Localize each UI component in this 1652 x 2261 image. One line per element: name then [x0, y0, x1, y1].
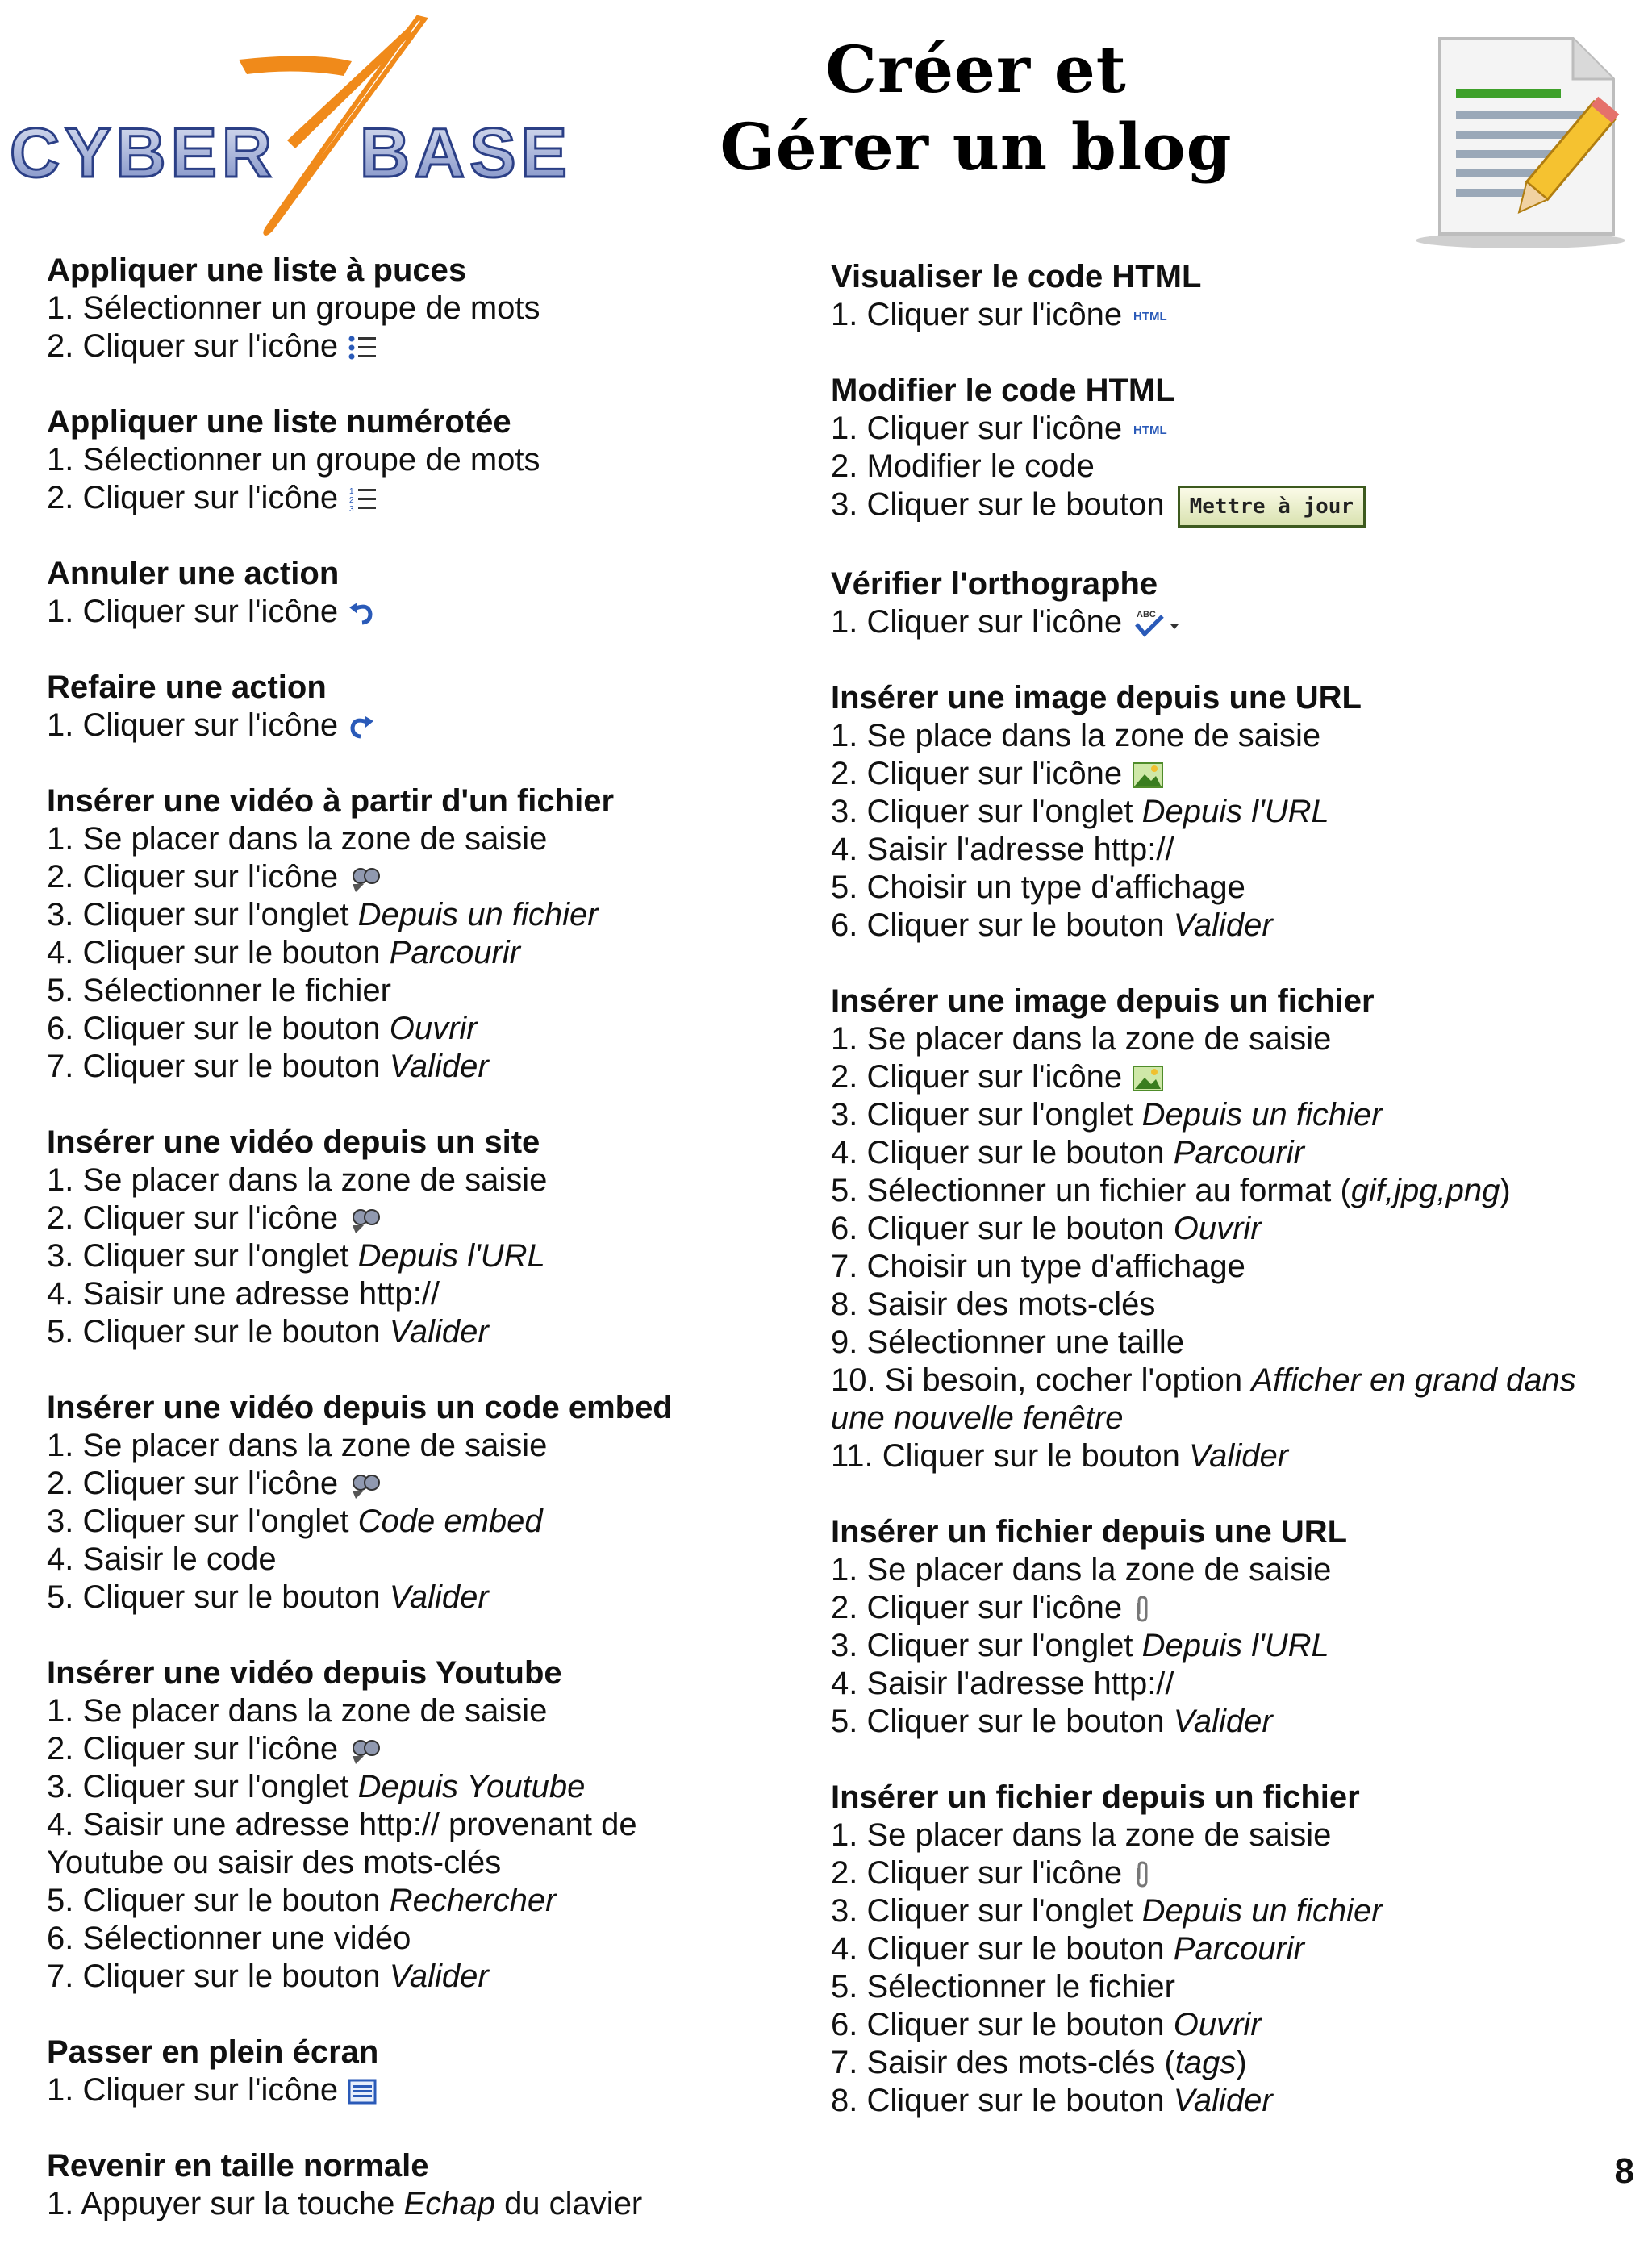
svg-text:HTML: HTML [1133, 310, 1167, 324]
step: 2. Modifier le code [831, 448, 1095, 484]
step: 3. Cliquer sur l'onglet Depuis l'URL [831, 1628, 1329, 1663]
step: 6. Cliquer sur le bouton Ouvrir [831, 1211, 1262, 1246]
step: 4. Saisir l'adresse http:// [831, 832, 1174, 867]
section-image-file [831, 982, 1629, 1475]
step: 5. Cliquer sur le bouton Rechercher [47, 1883, 557, 1918]
step: 10. Si besoin, cocher l'option Afficher en grand dans [831, 1362, 1576, 1398]
step: 1. Cliquer sur l'icône ABC [831, 603, 1629, 641]
video-camera-icon [348, 865, 383, 892]
step: 1. Se placer dans la zone de saisie [47, 1428, 548, 1463]
step: 2. Cliquer sur l'icône [831, 1058, 1629, 1096]
step: une nouvelle fenêtre [831, 1400, 1124, 1436]
numbered-list-icon [348, 486, 377, 513]
section-title: Insérer une vidéo depuis un code embed [47, 1390, 673, 1425]
section-image-url [831, 679, 1629, 945]
step: 6. Cliquer sur le bouton Ouvrir [831, 2007, 1262, 2042]
section-title: Revenir en taille normale [47, 2148, 429, 2184]
step: 4. Cliquer sur le bouton Parcourir [831, 1135, 1304, 1170]
step: 2. Cliquer sur l'icône [47, 1730, 797, 1768]
section-video-file [47, 782, 797, 1086]
cyber-base-logo [5, 11, 611, 239]
step: 8. Saisir des mots-clés [831, 1287, 1156, 1322]
step: 5. Cliquer sur le bouton Valider [831, 1704, 1273, 1739]
svg-text:HTML: HTML [1133, 423, 1167, 438]
step: 2. Cliquer sur l'icône [47, 858, 797, 896]
step: 6. Sélectionner une vidéo [47, 1921, 411, 1956]
html-icon [1132, 307, 1174, 326]
step: 3. Cliquer sur l'onglet Depuis Youtube [47, 1769, 586, 1804]
step: 7. Cliquer sur le bouton Valider [47, 1959, 489, 1994]
undo-icon [348, 601, 375, 625]
step: 2. Cliquer sur l'icône [831, 1854, 1629, 1892]
section-title: Appliquer une liste à puces [47, 252, 467, 288]
section-bullet-list [47, 252, 797, 365]
svg-text:CYBER: CYBER [10, 115, 277, 192]
section-title: Insérer une image depuis une URL [831, 680, 1362, 715]
step: 1. Cliquer sur l'icône HTML [831, 296, 1629, 334]
step: 2. Cliquer sur l'icône 1 2 3 [47, 479, 797, 517]
step: 1. Se placer dans la zone de saisie [831, 1021, 1332, 1057]
fullscreen-icon [348, 2079, 377, 2105]
svg-text:1: 1 [349, 487, 354, 497]
video-camera-icon [348, 1206, 383, 1233]
section-video-youtube [47, 1654, 797, 1996]
step: 5. Sélectionner le fichier [831, 1969, 1175, 2004]
video-camera-icon [348, 1471, 383, 1499]
step: 2. Cliquer sur l'icône [831, 755, 1629, 793]
step: 3. Cliquer sur l'onglet Depuis l'URL [831, 794, 1329, 829]
paperclip-icon [1132, 1595, 1153, 1624]
section-video-embed [47, 1389, 797, 1616]
section-view-html [831, 258, 1629, 334]
section-title: Vérifier l'orthographe [831, 566, 1158, 602]
section-file-url [831, 1513, 1629, 1741]
step: 1. Se placer dans la zone de saisie [831, 1817, 1332, 1853]
redo-icon [348, 715, 375, 739]
step: 2. Cliquer sur l'icône [47, 1465, 797, 1503]
paperclip-icon [1132, 1860, 1153, 1889]
section-title: Modifier le code HTML [831, 373, 1175, 408]
section-title: Insérer une image depuis un fichier [831, 983, 1375, 1019]
step: 2. Cliquer sur l'icône [47, 327, 797, 365]
step: 1. Cliquer sur l'icône [47, 2071, 797, 2109]
page-title: Créer et Gérer un blog [720, 31, 1233, 185]
section-numbered-list [47, 403, 797, 517]
image-icon [1132, 1065, 1164, 1092]
step: 4. Saisir une adresse http:// [47, 1276, 440, 1312]
svg-text:2: 2 [349, 496, 354, 506]
step: 3. Cliquer sur l'onglet Depuis l'URL [47, 1238, 545, 1274]
step: 1. Appuyer sur la touche Echap du clavier [47, 2186, 643, 2221]
section-video-site [47, 1124, 797, 1351]
html-icon [1132, 420, 1174, 440]
step: 11. Cliquer sur le bouton Valider [831, 1438, 1289, 1474]
step: 6. Cliquer sur le bouton Valider [831, 907, 1273, 943]
section-title: Insérer une vidéo à partir d'un fichier [47, 783, 615, 819]
right-column [831, 258, 1629, 2158]
section-undo [47, 555, 797, 631]
svg-text:ABC: ABC [1137, 610, 1156, 620]
step: 4. Saisir une adresse http:// provenant de [47, 1807, 637, 1842]
step: 6. Cliquer sur le bouton Ouvrir [47, 1011, 478, 1046]
section-title: Appliquer une liste numérotée [47, 404, 511, 440]
svg-text:3: 3 [349, 505, 354, 514]
step: 1. Cliquer sur l'icône [47, 593, 797, 631]
image-icon [1132, 761, 1164, 789]
step: 2. Cliquer sur l'icône [47, 1199, 797, 1237]
step: 5. Cliquer sur le bouton Valider [47, 1314, 489, 1350]
step: 3. Cliquer sur l'onglet Depuis un fichier [47, 897, 599, 932]
section-title: Insérer un fichier depuis un fichier [831, 1779, 1360, 1815]
svg-text:BASE: BASE [360, 115, 572, 192]
step: 1. Cliquer sur l'icône [47, 707, 797, 745]
step: 1. Cliquer sur l'icône HTML [831, 410, 1629, 448]
step: 5. Sélectionner le fichier [47, 973, 391, 1008]
step: 4. Cliquer sur le bouton Parcourir [47, 935, 520, 970]
step: 1. Se place dans la zone de saisie [831, 718, 1321, 753]
section-title: Visualiser le code HTML [831, 259, 1202, 294]
section-spellcheck [831, 565, 1629, 641]
spellcheck-icon [1132, 608, 1180, 639]
step: 3. Cliquer sur le bouton Mettre à jour [831, 486, 1629, 528]
step: 3. Cliquer sur l'onglet Code embed [47, 1504, 543, 1539]
section-title: Refaire une action [47, 670, 327, 705]
section-redo [47, 669, 797, 745]
step: 3. Cliquer sur l'onglet Depuis un fichier [831, 1893, 1383, 1929]
section-fullscreen [47, 2034, 797, 2109]
section-normal-size [47, 2147, 797, 2223]
step: 4. Saisir l'adresse http:// [831, 1666, 1174, 1701]
step: 1. Se placer dans la zone de saisie [47, 821, 548, 857]
step: 5. Cliquer sur le bouton Valider [47, 1579, 489, 1615]
section-title: Insérer un fichier depuis une URL [831, 1514, 1348, 1550]
page-header [0, 0, 1652, 242]
step: 4. Cliquer sur le bouton Parcourir [831, 1931, 1304, 1967]
step: 5. Choisir un type d'affichage [831, 870, 1245, 905]
step: 7. Saisir des mots-clés (tags) [831, 2045, 1247, 2080]
section-title: Annuler une action [47, 556, 340, 591]
step: 1. Se placer dans la zone de saisie [831, 1552, 1332, 1587]
step: Youtube ou saisir des mots-clés [47, 1845, 502, 1880]
section-title: Insérer une vidéo depuis un site [47, 1124, 540, 1160]
step: 4. Saisir le code [47, 1541, 277, 1577]
section-title: Passer en plein écran [47, 2034, 379, 2070]
step: 8. Cliquer sur le bouton Valider [831, 2083, 1273, 2118]
step: 1. Se placer dans la zone de saisie [47, 1693, 548, 1729]
document-pencil-icon [1412, 32, 1629, 254]
step: 1. Sélectionner un groupe de mots [47, 442, 540, 478]
section-edit-html [831, 372, 1629, 528]
left-column [47, 252, 797, 2261]
section-title: Insérer une vidéo depuis Youtube [47, 1655, 562, 1691]
step: 1. Se placer dans la zone de saisie [47, 1162, 548, 1198]
page-number: 8 [1614, 2151, 1634, 2191]
step: 5. Sélectionner un fichier au format (gif,jpg,png) [831, 1173, 1511, 1208]
step: 3. Cliquer sur l'onglet Depuis un fichier [831, 1097, 1383, 1133]
step: 2. Cliquer sur l'icône [831, 1589, 1629, 1627]
video-camera-icon [348, 1737, 383, 1764]
step: 1. Sélectionner un groupe de mots [47, 290, 540, 326]
bullet-list-icon [348, 335, 377, 361]
update-button-image: Mettre à jour [1178, 486, 1366, 528]
step: 7. Choisir un type d'affichage [831, 1249, 1245, 1284]
step: 7. Cliquer sur le bouton Valider [47, 1049, 489, 1084]
step: 9. Sélectionner une taille [831, 1324, 1185, 1360]
section-file-file [831, 1779, 1629, 2120]
